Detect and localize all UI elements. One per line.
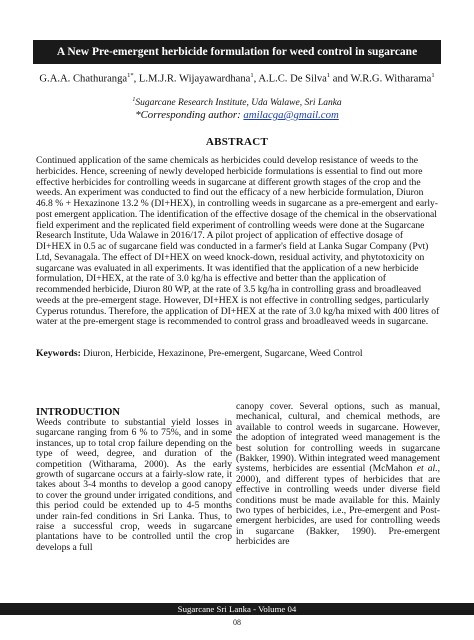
intro-right-text: canopy cover. Several options, such as manual, mechanical, cultural, and chemical methods, are available to control weeds in sugarcane. However, the adoption of integrated weed management is the best solution for controlling weeds in sugarcane (Bakker, 1990). Within integrated weed management systems, herbicides are essential (McMahon	[236, 401, 440, 475]
corresponding-label: *Corresponding author:	[135, 109, 244, 121]
author-superscript: 1	[431, 72, 435, 79]
footer-bar	[0, 603, 474, 615]
intro-heading: INTRODUCTION	[36, 407, 121, 418]
paper-title: A New Pre-emergent herbicide formulation for weed control in sugarcane	[56, 46, 418, 58]
abstract-heading: ABSTRACT	[205, 136, 269, 148]
affiliation-text: Sugarcane Research Institute, Uda Walawe, Sri Lanka	[135, 98, 342, 109]
email-link[interactable]: amilacga@gmail.com	[243, 109, 339, 121]
author-name: G.A.A. Chathuranga	[39, 73, 128, 85]
corresponding-author	[33, 109, 441, 122]
author-list	[33, 69, 441, 86]
paper-title-bar	[33, 40, 441, 64]
keywords-label: Keywords:	[36, 348, 81, 359]
intro-left-column	[36, 407, 232, 553]
intro-right-paragraph	[236, 402, 440, 548]
author-name: and W.R.G. Witharama	[330, 73, 432, 85]
intro-left-text: Weeds contribute to substantial yield losses in sugarcane ranging from 6 % to 75%, and in some instances, up to total crop failure depending on the type of weed, degree, and duration of the competition (Witharama, 2000). As the early growth of sugarcane occurs at a fairly-slow rate, it takes about 3-4 months to develop a good canopy to cover the ground under irrigated conditions, and this period could be extended up to 4-5 months under rain-fed conditions in Sri Lanka. Thus, to raise a successful crop, weeds in sugarcane plantations have to be controlled until the crop develops a full	[36, 417, 232, 553]
author-superscript: 1*	[127, 72, 134, 79]
intro-right-italic: et al.	[416, 463, 438, 475]
intro-right-text: , 2000), and different types of herbicides that are effective in controlling weeds under diverse field conditions must be made available for this. Mainly two types of herbicides, i.e., Pre-emergent and Post-emergent herbicides, are used for controlling weeds in sugarcane (Bakker, 1990). Pre-emergent herbicides are	[236, 463, 440, 548]
author-superscript: 1	[250, 72, 254, 79]
keywords	[36, 348, 440, 359]
author-superscript: 1	[326, 72, 331, 79]
abstract-body: Continued application of the same chemicals as herbicides could develop resistance of weeds to the herbicides. Hence, screening of newly developed herbicide formulations is essential to find out more effective herbicides for controlling weeds in sugarcane at different growth stages of the crop and the weeds. An experiment was conducted to find out the efficacy of a new herbicide formulation, Diuron 46.8 % + Hexazinone 13.2 % (DI+HEX), in controlling weeds in sugarcane as a pre-emergent and early-post emergent application. The identification of the effective dosage of the chemical in the observational field experiment and the replicated field experiment of controlling weeds were done at the Sugarcane Research Institute, Uda Walawe in 2016/17. A pilot project of application of effective dosage of DI+HEX in 0.5 ac of sugarcane field was conducted in a farmer's field at Lanka Sugar Company (Pvt) Ltd, Sevanagala. The effect of DI+HEX on weed knock-down, residual activity, and phytotoxicity on sugarcane was evaluated in all experiments. It was identified that the application of a new herbicide formulation, DI+HEX, at the rate of 3.0 kg/ha is effective and better than the application of recommended herbicide, Diuron 80 WP, at the rate of 3.5 kg/ha in controlling grass and broadleaved weeds at the pre-emergent stage. However, DI+HEX is not effective in controlling sedges, particularly Cyperus rotundus. Therefore, the application of DI+HEX at the rate of 3.0 kg/ha mixed with 400 litres of water at the pre-emergent stage is recommended to control grass and broadleaved weeds in sugarcane.	[36, 155, 440, 328]
author-name: , A.L.C. De Silva	[253, 73, 327, 85]
author-name: , L.M.J.R. Wijayawardhana	[133, 73, 251, 85]
journal-name: Sugarcane Sri Lanka - Volume 04	[177, 604, 297, 614]
affiliation-superscript: 1	[132, 97, 136, 103]
intro-right-column	[236, 402, 440, 548]
page-number: 08	[233, 618, 241, 627]
keywords-text: Diuron, Herbicide, Hexazinone, Pre-emergent, Sugarcane, Weed Control	[80, 348, 363, 359]
affiliation	[33, 94, 441, 109]
